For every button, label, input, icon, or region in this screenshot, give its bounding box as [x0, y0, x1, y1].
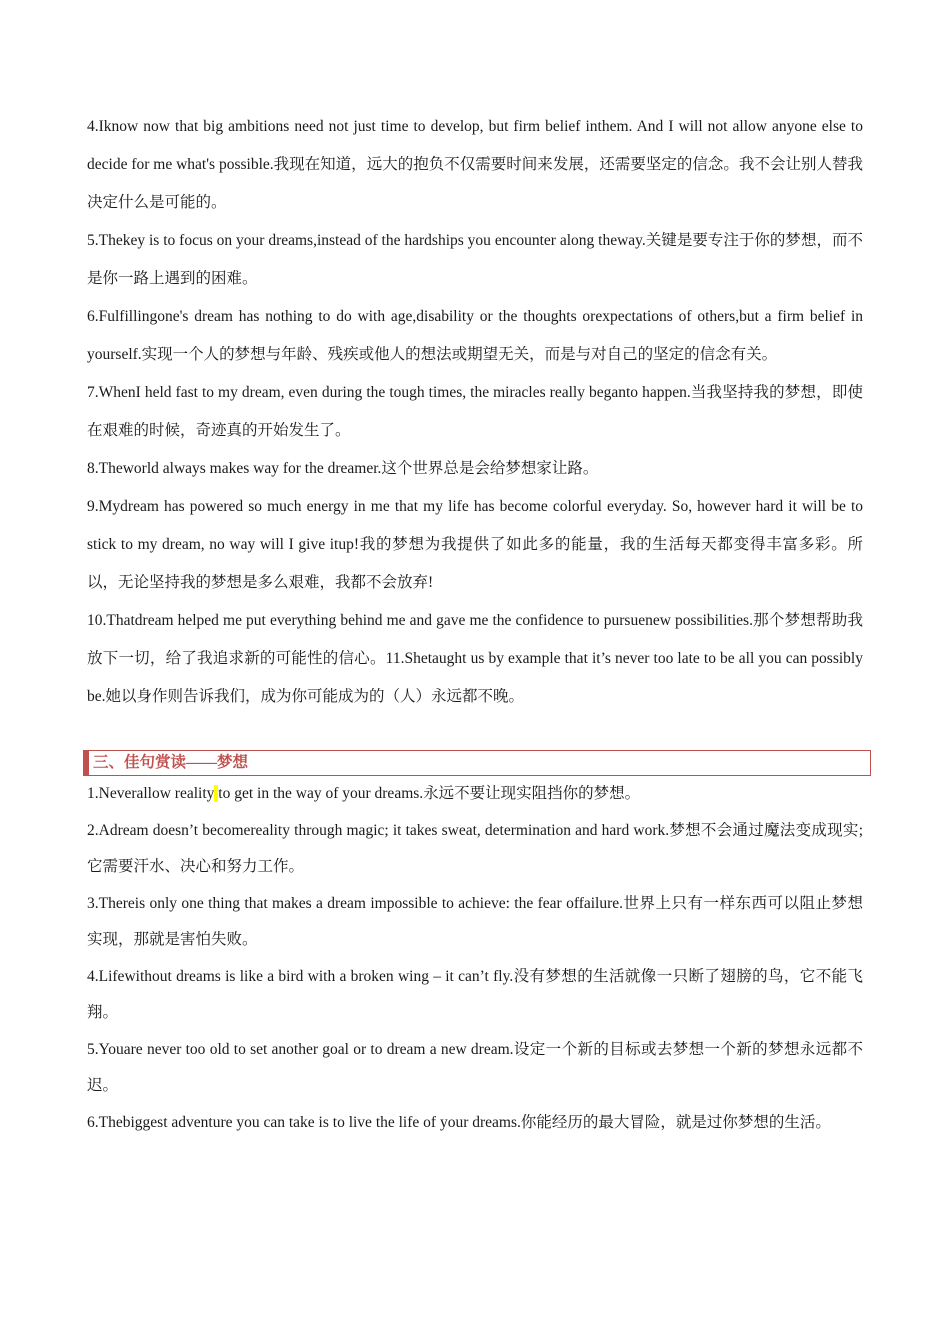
- sentence-item: [87, 776, 863, 813]
- section-heading: 三、佳句赏读——梦想: [83, 750, 871, 776]
- section-spacer: [87, 716, 863, 750]
- document-page: [87, 108, 863, 1141]
- sentence-item: 3.Thereis only one thing that makes a dream impossible to achieve: the fear offailure.世界上只有一样东西可以阻止梦想实现，那就是害怕失败。: [87, 894, 863, 948]
- sentence-item: 6.Thebiggest adventure you can take is to live the life of your dreams.你能经历的最大冒险，就是过你梦想的生活。: [87, 1113, 831, 1131]
- sentence-list-section3: [87, 776, 863, 1141]
- sentence-item: 4.Lifewithout dreams is like a bird with a broken wing – it can’t fly.没有梦想的生活就像一只断了翅膀的鸟，它不能飞翔。: [87, 967, 863, 1021]
- sentence-item: 6.Fulfillingone's dream has nothing to do with age,disability or the thoughts orexpectations of others,but a firm belief in yourself.实现一个人的梦想与年龄、残疾或他人的想法或期望无关，而是与对自己的坚定的信念有关。: [87, 308, 863, 363]
- sentence-text: 1.Neverallow reality: [87, 785, 215, 802]
- sentence-item: 5.Youare never too old to set another goal or to dream a new dream.设定一个新的目标或去梦想一个新的梦想永远都不迟。: [87, 1040, 863, 1094]
- sentence-list-part1: [87, 108, 863, 716]
- sentence-item: 10.Thatdream helped me put everything behind me and gave me the confidence to pursuenew possibilities.那个梦想帮助我放下一切，给了我追求新的可能性的信心。11.Shetaught us by example that it’s never too late to be all you can possibly be.她以身作则告诉我们，成为你可能成为的（人）永远都不晚。: [87, 612, 863, 705]
- sentence-item: 2.Adream doesn’t becomereality through magic; it takes sweat, determination and hard work.梦想不会通过魔法变成现实;它需要汗水、决心和努力工作。: [87, 821, 863, 875]
- sentence-item: 8.Theworld always makes way for the dreamer.这个世界总是会给梦想家让路。: [87, 460, 599, 477]
- sentence-item: 7.WhenI held fast to my dream, even during the tough times, the miracles really beganto happen.当我坚持我的梦想，即使在艰难的时候，奇迹真的开始发生了。: [87, 384, 863, 439]
- sentence-text: to get in the way of your dreams.永远不要让现实阻挡你的梦想。: [218, 785, 641, 802]
- sentence-item: 9.Mydream has powered so much energy in me that my life has become colorful everyday. So, however hard it will be to stick to my dream, no way will I give itup!我的梦想为我提供了如此多的能量，我的生活每天都变得丰富多彩。所以，无论坚持我的梦想是多么艰难，我都不会放弃!: [87, 498, 863, 591]
- sentence-item: 4.Iknow now that big ambitions need not just time to develop, but firm belief inthem. And I will not allow anyone else to decide for me what's possible.我现在知道，远大的抱负不仅需要时间来发展，还需要坚定的信念。我不会让别人替我决定什么是可能的。: [87, 118, 863, 211]
- sentence-item: 5.Thekey is to focus on your dreams,instead of the hardships you encounter along theway.关键是要专注于你的梦想，而不是你一路上遇到的困难。: [87, 232, 863, 287]
